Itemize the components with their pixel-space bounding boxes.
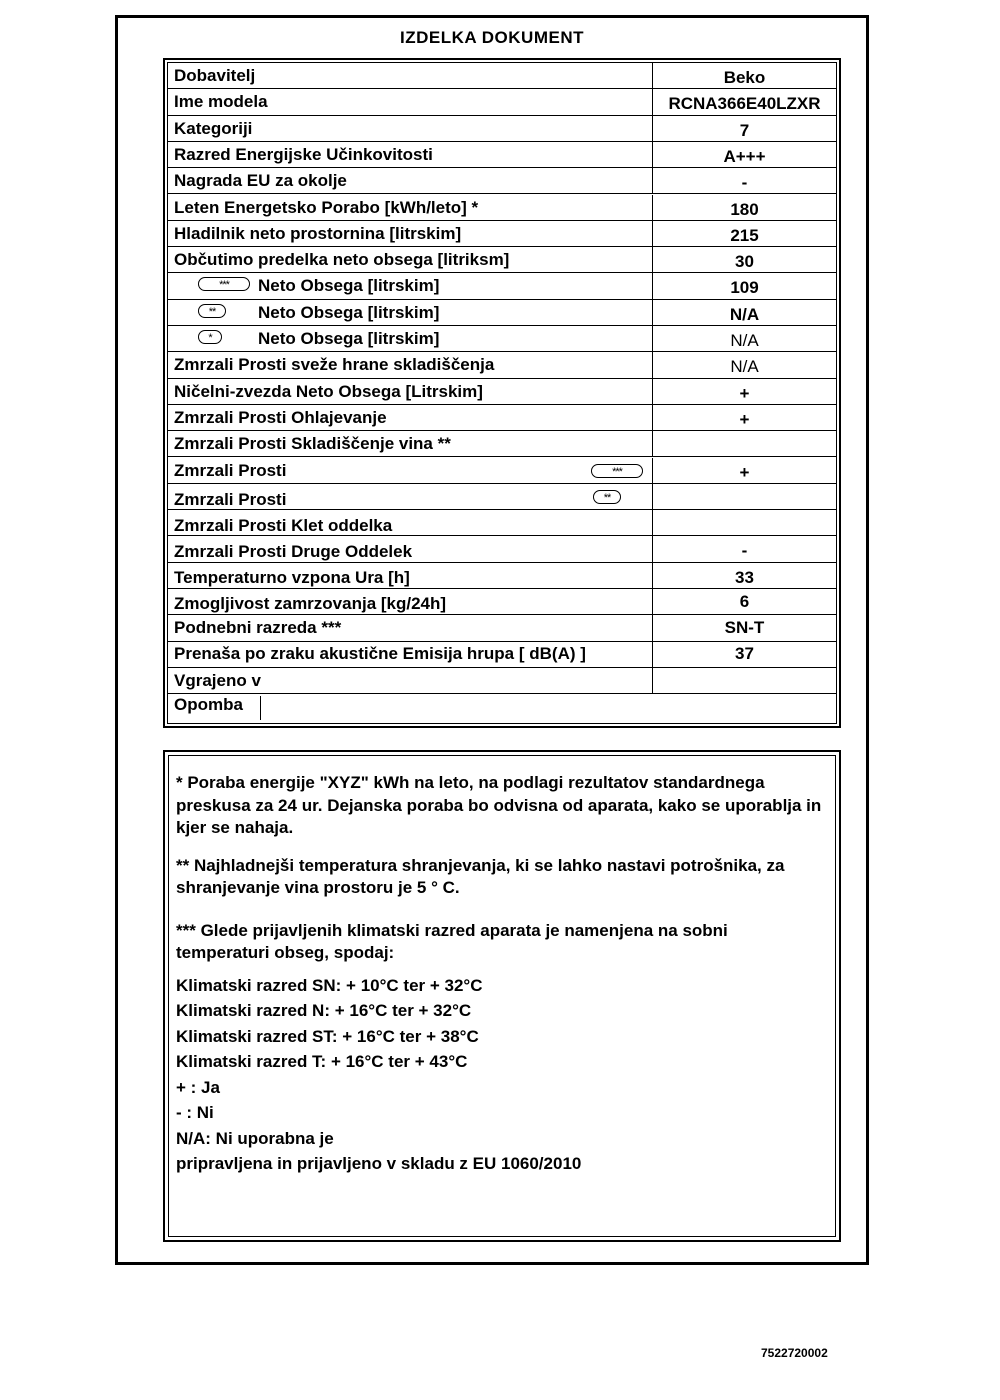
legend-yes: + : Ja [176, 1077, 220, 1097]
row-value: - [652, 536, 836, 561]
product-table-inner [167, 62, 837, 724]
notes-box [163, 750, 841, 1242]
row-label: Hladilnik neto prostornina [litrskim] [174, 223, 462, 243]
table-row [168, 326, 836, 352]
table-row [168, 405, 836, 431]
table-row [168, 379, 836, 405]
row-label: Zmrzali Prosti Druge Oddelek [174, 542, 413, 562]
three-star-icon: *** [198, 277, 250, 291]
notes-box-inner [168, 755, 836, 1237]
row-label: Vgrajeno v [174, 670, 261, 690]
table-row [168, 195, 836, 221]
row-value [652, 510, 836, 535]
table-row [168, 668, 836, 694]
row-value: N/A [652, 352, 836, 377]
table-row [168, 168, 836, 194]
document-code: 7522720002 [761, 1346, 828, 1360]
row-value: Beko [652, 63, 836, 88]
notes-text [176, 772, 825, 1179]
row-value: 6 [652, 589, 836, 614]
note-climate-class: *** Glede prijavljenih klimatski razred aparata je namenjena na sobni temperaturi obseg, spodaj: [176, 920, 728, 962]
row-value: + [652, 458, 836, 483]
document-frame [115, 15, 869, 1265]
row-label: Dobavitelj [174, 66, 256, 85]
row-value [652, 484, 836, 509]
table-row [168, 89, 836, 115]
row-label: Zmrzali Prosti Skladiščenje vina ** [174, 434, 451, 454]
table-row [168, 116, 836, 142]
table-row [168, 563, 836, 589]
row-label: Zmrzali Prosti Ohlajevanje [174, 407, 387, 427]
table-row [168, 63, 836, 89]
row-label: Zmogljivost zamrzovanja [kg/24h] [174, 594, 447, 613]
table-row [168, 142, 836, 168]
table-row [168, 589, 836, 615]
row-label: Temperaturno vzpona Ura [h] [174, 567, 410, 587]
row-value: N/A [652, 326, 836, 351]
table-row-note [168, 694, 836, 720]
row-value: + [652, 405, 836, 430]
climate-line: Klimatski razred SN: + 10°C ter + 32°C [176, 975, 483, 995]
row-value: 109 [652, 273, 836, 298]
climate-line: Klimatski razred ST: + 16°C ter + 38°C [176, 1026, 479, 1046]
table-row [168, 536, 836, 562]
row-label: Razred Energijske Učinkovitosti [174, 144, 433, 164]
row-value: 180 [652, 195, 836, 220]
row-label: Zmrzali Prosti sveže hrane skladiščenja [174, 355, 495, 375]
three-star-icon: *** [591, 464, 643, 478]
table-row [168, 352, 836, 378]
row-value: 37 [652, 642, 836, 667]
row-label: Neto Obsega [litrskim] [258, 329, 440, 348]
table-row [168, 273, 836, 299]
row-label: Ime modela [174, 92, 268, 112]
row-value: RCNA366E40LZXR [652, 89, 836, 114]
row-value: A+++ [652, 142, 836, 167]
row-value: + [652, 379, 836, 404]
row-label: Zmrzali Prosti [174, 460, 287, 480]
row-value: SN-T [652, 615, 836, 640]
table-row [168, 484, 836, 510]
row-label: Občutimo predelka neto obsega [litriksm] [174, 250, 510, 270]
table-row [168, 221, 836, 247]
legend-na: N/A: Ni uporabna je [176, 1128, 334, 1148]
row-label: Leten Energetsko Porabo [kWh/leto] * [174, 197, 479, 217]
table-row [168, 300, 836, 326]
note-energy: * Poraba energije "XYZ" kWh na leto, na podlagi rezultatov standardnega preskusa za 24 ur. Dejanska poraba bo odvisna od aparata, kako se uporablja in kjer se nahaja. [176, 773, 822, 837]
table-row [168, 458, 836, 484]
table-row [168, 642, 836, 668]
row-label: Opomba [174, 695, 243, 715]
row-value: 215 [652, 221, 836, 246]
row-label: Zmrzali Prosti [174, 489, 287, 509]
table-row [168, 247, 836, 273]
one-star-icon: * [198, 330, 222, 344]
row-value: 30 [652, 247, 836, 272]
row-value: - [652, 168, 836, 193]
climate-lines [176, 975, 825, 1179]
compliance-line: pripravljena in prijavljeno v skladu z EU 1060/2010 [176, 1154, 582, 1173]
table-row [168, 615, 836, 641]
row-label: Nagrada EU za okolje [174, 171, 347, 191]
row-label: Zmrzali Prosti Klet oddelka [174, 516, 393, 536]
legend-no: - : Ni [176, 1103, 214, 1122]
note-wine-temperature: ** Najhladnejši temperatura shranjevanja, ki se lahko nastavi potrošnika, za shranjevanje vina prostoru je 5 ° C. [176, 855, 785, 897]
row-label: Neto Obsega [litrskim] [258, 302, 440, 322]
row-value: N/A [652, 300, 836, 325]
row-value [652, 431, 836, 456]
product-table [163, 58, 841, 728]
row-label: Prenaša po zraku akustične Emisija hrupa [ dB(A) ] [174, 643, 586, 663]
row-value [652, 668, 836, 693]
table-row [168, 431, 836, 457]
row-label: Ničelni-zvezda Neto Obsega [Litrskim] [174, 381, 483, 401]
two-star-icon: ** [593, 490, 621, 504]
row-label: Neto Obsega [litrskim] [258, 276, 440, 296]
row-label: Kategoriji [174, 118, 253, 138]
row-value: 33 [652, 563, 836, 588]
climate-line: Klimatski razred N: + 16°C ter + 32°C [176, 1001, 472, 1020]
table-row [168, 510, 836, 536]
row-label: Podnebni razreda *** [174, 618, 342, 638]
note-field [260, 696, 261, 720]
row-value: 7 [652, 116, 836, 141]
two-star-icon: ** [198, 304, 226, 318]
document-title: IZDELKA DOKUMENT [400, 28, 584, 47]
climate-line: Klimatski razred T: + 16°C ter + 43°C [176, 1052, 468, 1071]
